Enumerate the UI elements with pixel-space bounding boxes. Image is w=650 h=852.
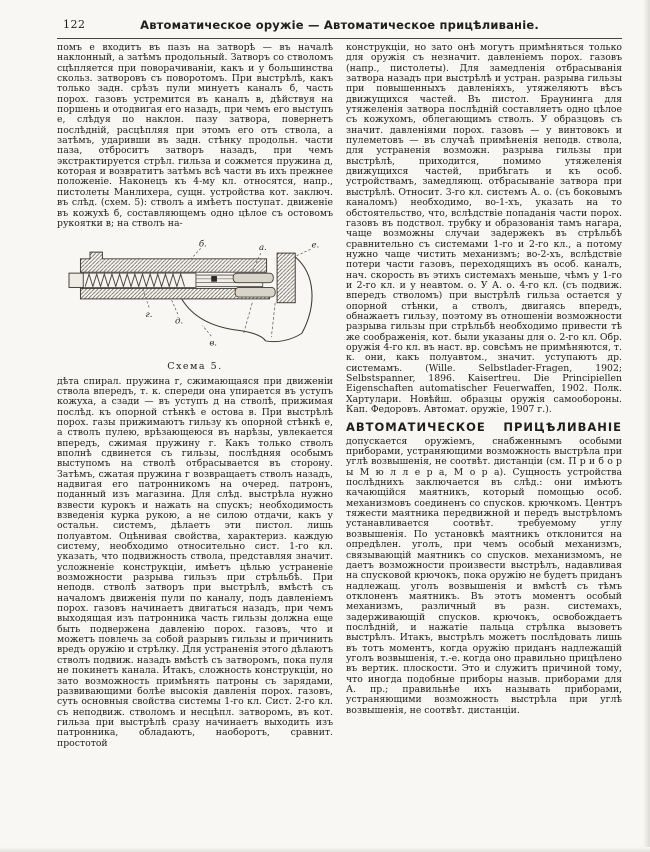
figure-drawing <box>61 234 329 360</box>
article-heading-automatic-aiming: АВТОМАТИЧЕСКОЕ ПРИЦѢЛИВАНІЕ <box>346 422 622 433</box>
page-number: 122 <box>63 18 86 31</box>
figure-label-g: г. <box>145 310 153 321</box>
figure-label-d: д. <box>174 316 184 327</box>
page-header <box>57 16 622 39</box>
figure-label-v: в. <box>209 338 218 349</box>
figure-caption: Схема 5. <box>167 361 223 373</box>
right-column <box>346 43 622 849</box>
article-paragraph: допускается оружіемъ, снабженнымъ особыми приборами, устраняющими возможность выстрѣла при углѣ возвышенія, не соотвѣт. дистанціи (см. П р и б о р ы М ю л л е р а, М о р а). Сущность устройства послѣднихъ заключается въ слѣд.: они имѣютъ качающійся маятникъ, который помощью особ. механизмовъ соединенъ со спусков. крючкомъ. Центръ тяжести маятника передвижной и передъ выстрѣломъ устанавливается соотвѣт. требуемому углу возвышенія. По установкѣ маятникъ отклонится на опредѣлен. уголъ, при чемъ особый механизмъ, связывающій маятникъ со спусков. механизмомъ, не даетъ возможности произвести выстрѣлъ, надавливая на спусковой крючокъ, пока оружію не будетъ приданъ надлежащ. уголъ возвышенія и вмѣстѣ съ тѣмъ отклоненъ маятникъ. Въ этотъ моментъ особый механизмъ, различный въ разн. системахъ, задерживающій спусков. крючокъ, освобождаетъ послѣдній, и нажатіе пальца стрѣлка вызоветъ выстрѣлъ. Итакъ, выстрѣлъ можетъ послѣдовать лишь въ тотъ моментъ, когда оружію приданъ надлежащій уголъ возвышенія, т.-е. когда оно правильно прицѣлено въ вертик. плоскости. Это и служитъ причиной тому, что иногда подобные приборы назыв. приборами для А. пр.; правильнѣе ихъ называть приборами, устраняющими возможность выстрѣла при углѣ возвышенія, не соотвѣт. дистанціи. <box>346 435 622 716</box>
scan-page-edge-bottom <box>0 847 650 852</box>
text-columns <box>57 43 622 849</box>
article-paragraph: конструкціи, но зато онѣ могутъ примѣняться только для оружія съ незначит. давленіемъ порох. газовъ (напр., пистолеты). Для замедленія отбрасыванія затвора назадъ при выстрѣлѣ и устран. разрыва гильзы при повышенныхъ давленіяхъ, утяжеляютъ вѣсъ движущихся частей. Въ пистол. Браунинга для утяжеленія затвора послѣдній составляетъ одно цѣлое съ кожухомъ, облегающимъ стволъ. У образцовъ съ значит. давленіями порох. газовъ — у винтовокъ и пулеметовъ — въ случаѣ примѣненія неподв. ствола, для устраненія возможн. разрыва гильзы при выстрѣлѣ, приходится, помимо утяжеленія движущихся частей, прибѣгать и къ особ. устройствамъ, замедляющ. отбрасываніе затвора при выстрѣлѣ. Относит. 3-го кл. системъ А. о. (съ боковымъ каналомъ) необходимо, во-1-хъ, указать на то обстоятельство, что, вслѣдствіе попаданія части порох. газовъ въ подствол. трубку и образованія тамъ нагара, чаще возможны случаи задержекъ въ стрѣльбѣ сравнительно съ системами 1-го и 2-го кл., а потому нужно чаще чистить механизмъ; во-2-хъ, вслѣдствіе потери части газовъ, переходящихъ въ особ. каналъ, нач. скорость въ этихъ системахъ меньше, чѣмъ у 1-го и 2-го кл. и у неавтом. о. У А. о. 4-го кл. (съ подвиж. впередъ стволомъ) при выстрѣлѣ гильза остается у опорной стѣнки, а стволъ, двигаясь впередъ, обнажаетъ гильзу, поэтому въ отношеніи возможности разрыва гильзы при стрѣльбѣ необходимо привести тѣ же соображенія, кот. были указаны для о. 2-го кл. Обр. оружія 4-го кл. въ наст. вр. совсѣмъ не примѣняются, т. к. они, какъ полуавтом., значит. уступаютъ др. системамъ. (Wille. Selbstlader-Fragen, 1902; Selbstspanner, 1896. Kaisertreu. Die Principiellen Eigenschaften automatischer Feuerwaffen, 1902. Полк. Хартулари. Новѣйш. образцы оружія самообороны. Кап. Федоровъ. Автомат. оружіе, 1907 г.). <box>346 43 622 416</box>
article-paragraph: дѣта спирал. пружина г, сжимающаяся при движеніи ствола впередъ, т. к. спереди она упирается въ уступъ кожуха, а сзади — въ уступъ д на стволѣ, прижимая послѣд. къ опорной стѣнкѣ е остова в. При выстрѣлѣ порох. газы прижимаютъ гильзу къ опорной стѣнкѣ е, а стволъ пулею, врѣзающеюся въ нарѣзы, увлекается впередъ, сжимая пружину г. Какъ только стволъ вполнѣ сдвинется съ гильзы, послѣдняя особымъ выступомъ на стволѣ отбрасывается въ сторону. Затѣмъ, сжатая пружина г возвращаетъ стволъ назадъ, надвигая его патронникомъ на очеред. патронъ, поданный изъ магазина. Для слѣд. выстрѣла нужно взвести курокъ и нажать на спускъ; необходимость взведенія курка рукою, а не силою отдачи, какъ у остальн. системъ, дѣлаетъ эти пистол. лишь полуавтом. Оцѣнивая свойства, характериз. каждую систему, необходимо относительно сист. 1-го кл. указать, что подвижность ствола, представляя значит. усложненіе конструкціи, имѣетъ цѣлью устраненіе возможности разрыва гильзъ при стрѣльбѣ. При неподв. стволѣ затворъ при выстрѣлѣ, вмѣстѣ съ началомъ движенія пули по каналу, подъ давленіемъ порох. газовъ начинаетъ двигаться назадъ, при чемъ выходящая изъ патронника часть гильзы должна еще быть подвержена давленію порох. газовъ, что и можетъ повлечь за собой разрывъ гильзы и причинить вредъ оружію и стрѣлку. Для устраненія этого дѣлаютъ стволъ подвиж. назадъ вмѣстѣ съ затворомъ, пока пуля не покинетъ канала. Итакъ, сложность конструкціи, но зато возможность примѣнять патроны съ зарядами, развивающими болѣе высокія давленія порох. газовъ, суть основныя свойства системы 1-го кл. Сист. 2-го кл. съ неподвиж. стволомъ и несцѣпл. затворомъ, въ кот. гильза при выстрѣлѣ сразу начинаетъ выходить изъ патронника, обладаютъ, наоборотъ, сравнит. простотой <box>57 375 333 749</box>
figure-label-a: а. <box>258 243 267 254</box>
scan-page-edge <box>643 0 650 852</box>
article-paragraph: помъ е входитъ въ пазъ на затворѣ — въ началѣ наклонный, а затѣмъ продольный. Затворъ со стволомъ сцѣпляется при поворачиваніи, какъ и у большинства скольз. затворовъ съ поворотомъ. При выстрѣлѣ, какъ только задн. срѣзъ пули минуетъ каналъ б, часть порох. газовъ устремится въ каналъ в, дѣйствуя на поршень и отодвигая его назадъ, при чемъ его выступъ е, слѣдуя по наклон. пазу затвора, повернетъ послѣдній, расцѣпляя при этомъ его отъ ствола, а затѣмъ, ударивши въ задн. стѣнку продольн. части паза, отброситъ затворъ назадъ, при чемъ экстрактируется стрѣл. гильза и сожмется пружина д, которая и возвратитъ затѣмъ всѣ части въ ихъ прежнее положеніе. Наконецъ къ 4-му кл. относятся, напр., пистолеты Манлихера, сущн. устройства кот. заключ. въ слѣд. (схем. 5): стволъ а имѣетъ поступат. движеніе въ кожухѣ б, составляющемъ одно цѣлое съ остовомъ рукоятки в; на стволъ на- <box>57 43 333 229</box>
figure-schema-5 <box>57 234 333 372</box>
left-column <box>57 43 333 849</box>
header-title: Автоматическое оружіе — Автоматическое прицѣливаніе. <box>140 18 539 32</box>
figure-label-b: б. <box>198 239 207 250</box>
figure-label-e: е. <box>311 240 320 251</box>
